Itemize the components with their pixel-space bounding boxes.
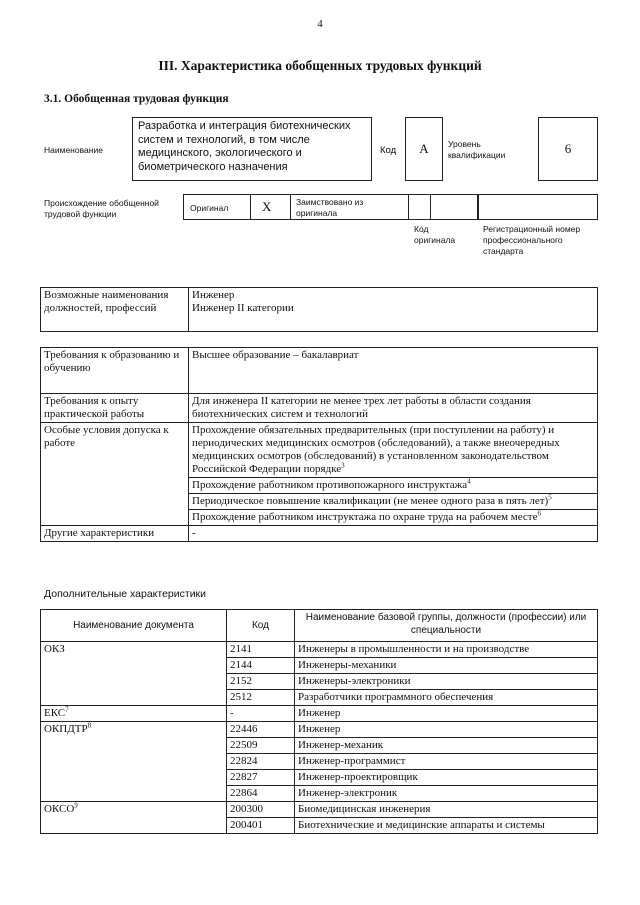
positions-value: [189, 288, 598, 332]
okso-code-1: 200300: [227, 802, 295, 818]
code-value: А: [419, 141, 429, 156]
condition-1-text: Прохождение обязательных предварительных (при поступлении на работу) и периодических медицинских осмотров (обследований), а также внеочередных медицинских осмотров (обследований) в установленном законодательством Российской Федерации порядке: [192, 424, 560, 475]
requirements-table: [40, 347, 598, 542]
footnote-ref-7: 7: [65, 705, 69, 714]
experience-label: Требования к опыту практической работы: [41, 394, 189, 423]
okso-label-cell: [41, 802, 227, 834]
condition-4: [189, 510, 598, 526]
col-code-header: Код: [227, 610, 295, 642]
other-value: -: [189, 526, 598, 542]
okpdtr-label: ОКПДТР: [44, 723, 88, 735]
okz-code-3: 2152: [227, 674, 295, 690]
position-1: Инженер: [192, 289, 235, 301]
positions-label: Возможные наименования должностей, профессий: [41, 288, 189, 332]
conditions-label: Особые условия допуска к работе: [41, 423, 189, 526]
positions-table: [40, 287, 598, 332]
okpdtr-name-2: Инженер-механик: [295, 738, 598, 754]
function-name-box: [132, 117, 372, 181]
condition-2-text: Прохождение работником противопожарного инструктажа: [192, 479, 468, 491]
footnote-ref-4: 4: [467, 477, 471, 486]
okpdtr-name-5: Инженер-электроник: [295, 786, 598, 802]
okpdtr-code-5: 22864: [227, 786, 295, 802]
function-name-value: Разработка и интеграция биотехнических систем и технологий, в том числе медицинского, экологического и биометрического назначения: [138, 120, 351, 173]
okz-code-4: 2512: [227, 690, 295, 706]
okpdtr-code-1: 22446: [227, 722, 295, 738]
education-label: Требования к образованию и обучению: [41, 348, 189, 394]
okpdtr-code-3: 22824: [227, 754, 295, 770]
okpdtr-label-cell: [41, 722, 227, 802]
okso-code-2: 200401: [227, 818, 295, 834]
origin-label: Происхождение обобщенной трудовой функции: [44, 198, 159, 219]
okso-label: ОКСО: [44, 803, 75, 815]
condition-3-text: Периодическое повышение квалификации (не менее одного раза в пять лет): [192, 495, 549, 507]
position-2: Инженер II категории: [192, 302, 294, 314]
code-label: Код: [380, 145, 397, 156]
okz-name-1: Инженеры в промышленности и на производстве: [295, 642, 598, 658]
code-original-label: Код оригинала: [414, 224, 456, 245]
condition-1: [189, 423, 598, 478]
subsection-title: 3.1. Обобщенная трудовая функция: [44, 93, 229, 105]
col-document-header: Наименование документа: [41, 610, 227, 642]
eks-label: ЕКС: [44, 707, 66, 719]
borrowed-label: Заимствовано из оригинала: [296, 197, 364, 218]
condition-2: [189, 478, 598, 494]
reg-number-box: [478, 194, 598, 220]
okso-name-1: Биомедицинская инженерия: [295, 802, 598, 818]
reg-number-label: Регистрационный номер профессионального стандарта: [483, 224, 581, 256]
okpdtr-name-3: Инженер-программист: [295, 754, 598, 770]
level-value: 6: [564, 141, 572, 156]
education-value: Высшее образование – бакалавриат: [189, 348, 598, 394]
okpdtr-name-1: Инженер: [295, 722, 598, 738]
footnote-ref-8: 8: [87, 721, 92, 730]
additional-table: [40, 609, 598, 834]
okpdtr-code-2: 22509: [227, 738, 295, 754]
condition-3: [189, 494, 598, 510]
condition-4-text: Прохождение работником инструктажа по охране труда на рабочем месте: [192, 511, 538, 523]
footnote-ref-3: 3: [341, 461, 345, 470]
okz-label: ОКЗ: [41, 642, 227, 706]
footnote-ref-9: 9: [74, 801, 78, 810]
footnote-ref-5: 5: [548, 493, 552, 502]
eks-label-cell: [41, 706, 227, 722]
section-title: III. Характеристика обобщенных трудовых функций: [158, 58, 482, 73]
okpdtr-code-4: 22827: [227, 770, 295, 786]
okz-name-4: Разработчики программного обеспечения: [295, 690, 598, 706]
page-number: 4: [317, 18, 323, 30]
code-box: [405, 117, 443, 181]
other-label: Другие характеристики: [41, 526, 189, 542]
experience-value: Для инженера II категории не менее трех лет работы в области создания биотехнических систем и технологий: [189, 394, 598, 423]
okz-name-3: Инженеры-электроники: [295, 674, 598, 690]
okso-name-2: Биотехнические и медицинские аппараты и системы: [295, 818, 598, 834]
original-label: Оригинал: [190, 203, 229, 213]
okz-code-1: 2141: [227, 642, 295, 658]
eks-code-1: -: [227, 706, 295, 722]
code-original-box: [408, 194, 478, 220]
okpdtr-name-4: Инженер-проектировщик: [295, 770, 598, 786]
level-box: [538, 117, 598, 181]
col-name-header: Наименование базовой группы, должности (профессии) или специальности: [295, 610, 598, 642]
eks-name-1: Инженер: [295, 706, 598, 722]
okz-name-2: Инженеры-механики: [295, 658, 598, 674]
original-mark: X: [262, 199, 272, 214]
okz-code-2: 2144: [227, 658, 295, 674]
level-label: Уровень квалификации: [448, 139, 506, 160]
function-name-label: Наименование: [44, 145, 103, 155]
additional-title: Дополнительные характеристики: [44, 588, 207, 600]
footnote-ref-6: 6: [537, 509, 541, 518]
